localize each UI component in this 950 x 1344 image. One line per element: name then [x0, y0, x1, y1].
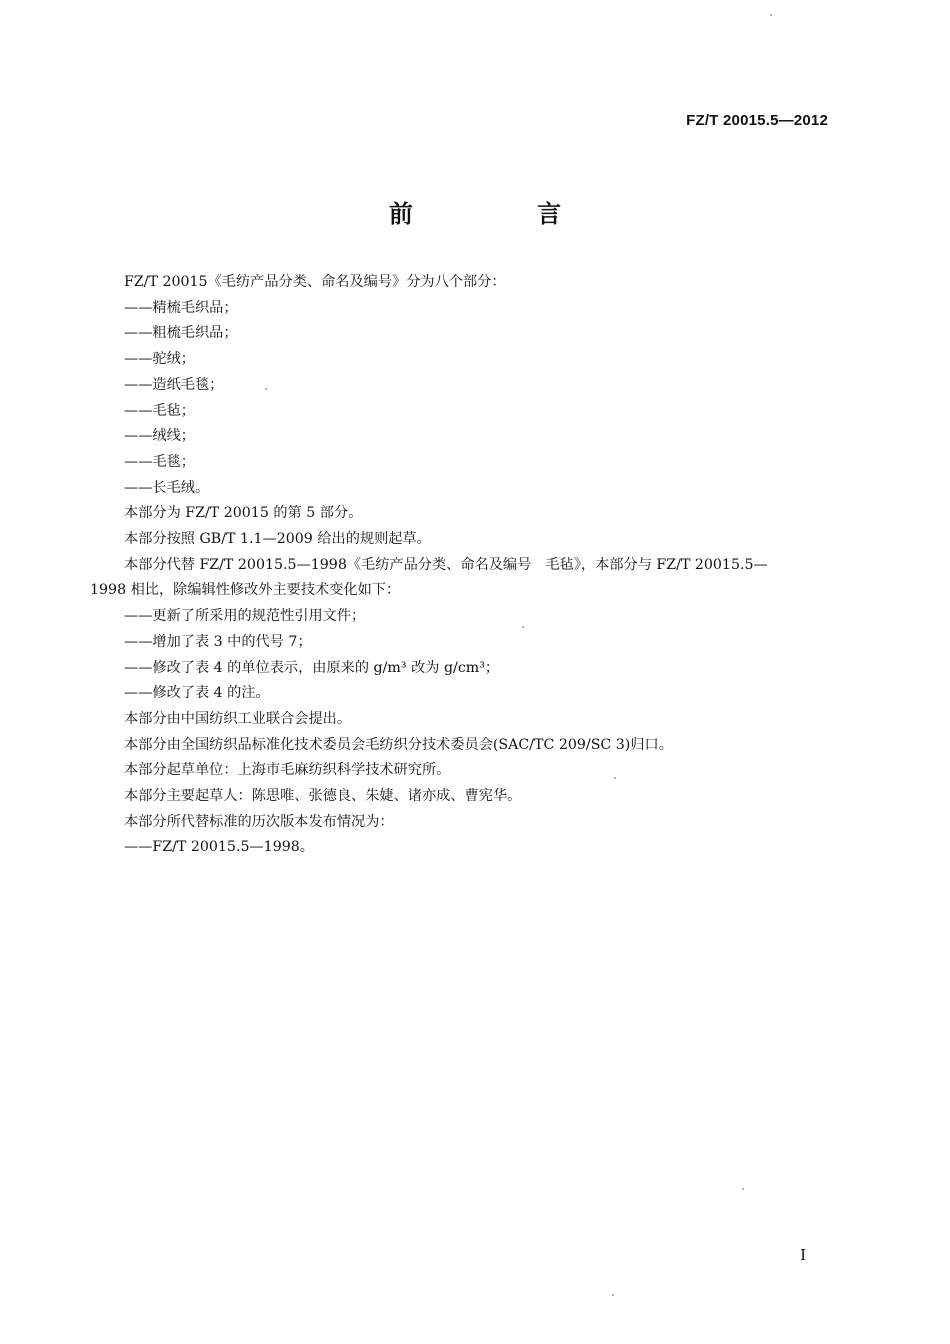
paragraph: 本部分代替 FZ/T 20015.5—1998《毛纺产品分类、命名及编号 毛毡》，本部分与 FZ/T 20015.5— — [124, 556, 768, 573]
list-item: ——造纸毛毯； — [124, 376, 224, 393]
list-item: ——粗梳毛织品； — [124, 325, 238, 342]
scan-speck — [265, 388, 267, 390]
preface-body — [90, 270, 830, 861]
paragraph: 本部分所代替标准的历次版本发布情况为： — [124, 813, 394, 830]
list-item: ——驼绒； — [124, 351, 195, 368]
standard-code: FZ/T 20015.5—2012 — [686, 112, 828, 129]
scan-speck — [612, 1294, 614, 1296]
list-item: ——更新了所采用的规范性引用文件； — [124, 608, 366, 625]
paragraph: 本部分为 FZ/T 20015 的第 5 部分。 — [124, 505, 363, 522]
scan-speck — [770, 14, 772, 16]
list-item: ——毛毯； — [124, 453, 195, 470]
scan-speck — [742, 1188, 744, 1190]
list-item: ——修改了表 4 的注。 — [124, 685, 270, 702]
list-item: ——FZ/T 20015.5—1998。 — [124, 839, 314, 856]
paragraph: 本部分主要起草人：陈思唯、张德良、朱婕、诸亦成、曹宪华。 — [124, 788, 522, 805]
list-item: ——精梳毛织品； — [124, 299, 238, 316]
paragraph-continuation: 1998 相比，除编辑性修改外主要技术变化如下： — [90, 582, 401, 599]
scan-speck — [614, 777, 616, 779]
list-item: ——修改了表 4 的单位表示，由原来的 g/m³ 改为 g/cm³； — [124, 659, 500, 676]
paragraph: 本部分起草单位：上海市毛麻纺织科学技术研究所。 — [124, 762, 451, 779]
paragraph: 本部分按照 GB/T 1.1—2009 给出的规则起草。 — [124, 531, 431, 548]
paragraph: 本部分由中国纺织工业联合会提出。 — [124, 710, 352, 727]
paragraph: 本部分由全国纺织品标准化技术委员会毛纺织分技术委员会(SAC/TC 209/SC 3)归口。 — [124, 736, 673, 753]
list-item: ——毛毡； — [124, 402, 195, 419]
scan-speck — [522, 626, 524, 628]
page-number: I — [800, 1246, 806, 1264]
list-item: ——增加了表 3 中的代号 7； — [124, 633, 312, 650]
list-item: ——长毛绒。 — [124, 479, 210, 496]
page-title: 前 言 — [388, 200, 620, 228]
paragraph-intro: FZ/T 20015《毛纺产品分类、命名及编号》分为八个部分： — [124, 274, 506, 290]
list-item: ——绒线； — [124, 428, 195, 445]
